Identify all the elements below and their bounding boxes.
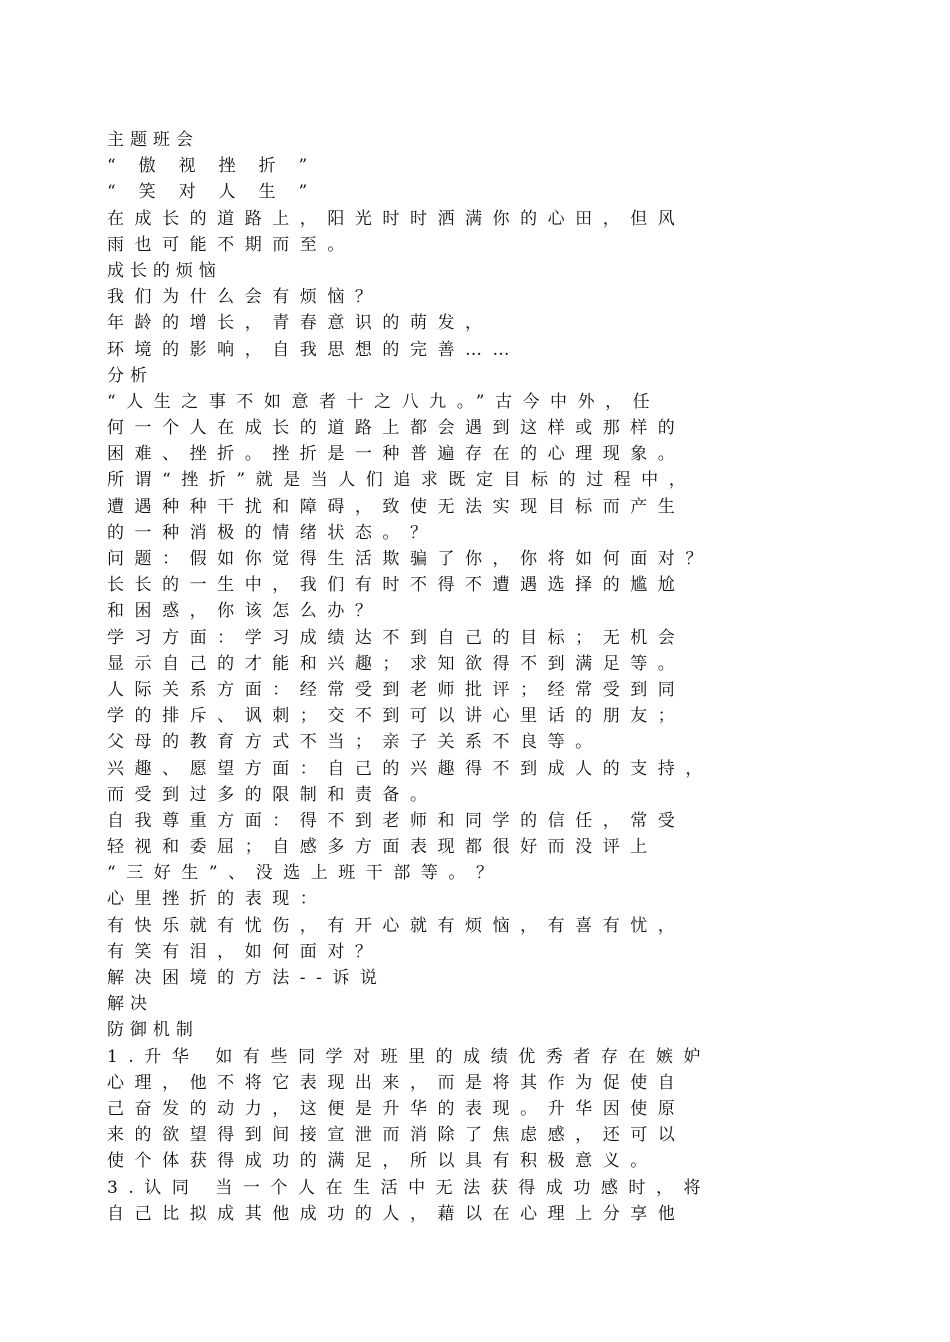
text-line: 主题班会 [107, 130, 199, 150]
text-line: 防御机制 [107, 1020, 199, 1041]
text-line: 问题：假如你觉得生活欺骗了你，你将如何面对？ [107, 549, 713, 569]
text-line: 解决 [107, 994, 153, 1015]
text-line: 雨也可能不期而至。 [107, 234, 355, 255]
text-line: 长长的一生中，我们有时不得不遭遇选择的尴尬 [107, 575, 686, 596]
text-line: 学习方面：学习成绩达不到自己的目标；无机会 [107, 627, 686, 648]
text-line: 成长的烦恼 [107, 260, 222, 281]
text-line: “三好生”、没选上班干部等。？ [107, 863, 504, 884]
text-line: 来的欲望得到间接宣泄而消除了焦虑感，还可以 [107, 1125, 686, 1146]
text-line: 和困惑，你该怎么办？ [107, 601, 383, 622]
text-line: “人生之事不如意者十之八九。”古今中外，任 [107, 391, 661, 412]
text-line: 自我尊重方面：得不到老师和同学的信任，常受 [107, 810, 686, 831]
text-line: 年龄的增长，青春意识的萌发， [107, 313, 493, 334]
text-line: 学的排斥、讽刺；交不到可以讲心里话的朋友； [107, 706, 686, 727]
text-line: 3.认同 当一个人在生活中无法获得成功感时，将 [107, 1177, 712, 1198]
text-line: 在成长的道路上，阳光时时洒满你的心田，但风 [107, 208, 686, 229]
text-line: 心里挫折的表现： [107, 889, 328, 910]
text-line: 分析 [107, 365, 153, 386]
text-line: 父母的教育方式不当；亲子关系不良等。 [107, 732, 603, 753]
text-line: 人际关系方面：经常受到老师批评；经常受到同 [107, 679, 686, 700]
text-line: 己奋发的动力，这便是升华的表现。升华因使原 [107, 1098, 686, 1119]
text-line: 兴趣、愿望方面：自己的兴趣得不到成人的支持， [107, 758, 713, 779]
text-line: 而受到过多的限制和责备。 [107, 784, 438, 805]
text-line: 1.升华 如有些同学对班里的成绩优秀者存在嫉妒 [107, 1046, 712, 1067]
text-line: 使个体获得成功的满足，所以具有积极意义。 [107, 1151, 658, 1172]
text-line: 有快乐就有忧伤，有开心就有烦恼，有喜有忧， [107, 915, 686, 936]
text-line: “笑对人生” [107, 182, 331, 203]
text-line: 的一种消极的情绪状态。？ [107, 522, 438, 543]
text-line: 自己比拟成其他成功的人，藉以在心理上分享他 [107, 1203, 686, 1224]
text-line: 所谓“挫折”就是当人们追求既定目标的过程中， [107, 470, 697, 491]
text-line: 心理，他不将它表现出来，而是将其作为促使自 [107, 1072, 686, 1093]
text-line: 显示自己的才能和兴趣；求知欲得不到满足等。 [107, 653, 686, 674]
text-line: “傲视挫折” [107, 156, 331, 177]
document-body [107, 127, 867, 1227]
text-line: 我们为什么会有烦恼？ [107, 287, 383, 308]
text-line: 解决困境的方法--诉说 [107, 968, 388, 988]
text-line: 有笑有泪，如何面对？ [107, 941, 383, 962]
text-line: 环境的影响，自我思想的完善…… [107, 339, 521, 360]
text-line: 何一个人在成长的道路上都会遇到这样或那样的 [107, 418, 686, 439]
text-line: 困难、挫折。挫折是一种普遍存在的心理现象。 [107, 444, 686, 465]
text-line: 遭遇种种干扰和障碍，致使无法实现目标而产生 [107, 496, 686, 517]
text-line: 轻视和委屈；自感多方面表现都很好而没评上 [107, 837, 658, 858]
